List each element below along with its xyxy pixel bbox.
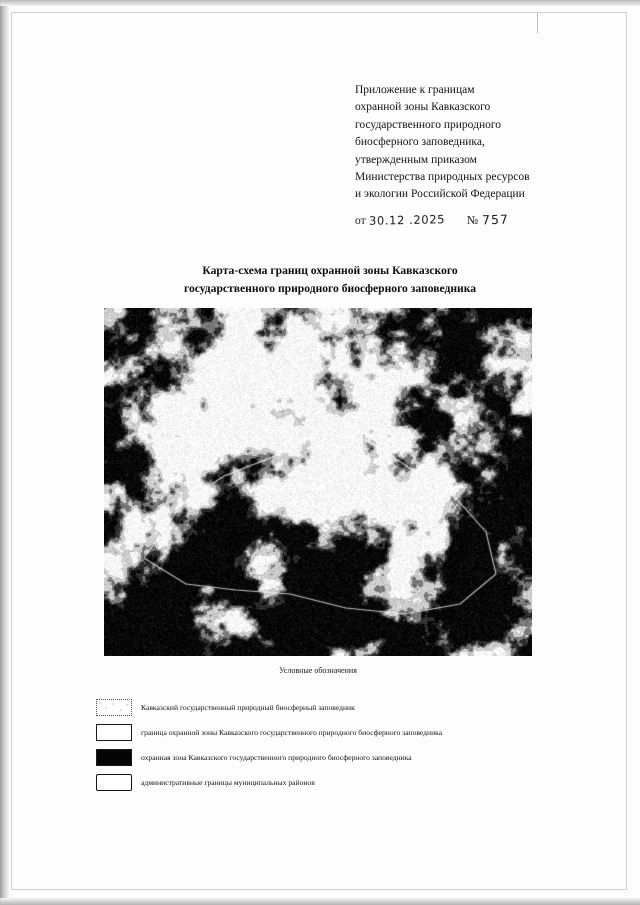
appendix-line-2: охранной зоны Кавказского	[355, 101, 491, 114]
legend-item-admin-boundaries	[96, 771, 576, 793]
legend-title: Условные обозначения	[279, 666, 357, 675]
legend-item-buffer-zone	[96, 746, 576, 768]
appendix-line-7: и экологии Российской Федерации	[355, 188, 525, 201]
map-raster-canvas	[104, 308, 532, 656]
date-label: от	[355, 215, 366, 227]
map-title-line-2: государственного природного биосферного заповедника	[183, 282, 477, 295]
number-label: №	[466, 213, 479, 227]
appendix-line-1: Приложение к границам	[355, 84, 475, 96]
legend-label-buffer-zone: охранная зона Кавказского государственного природного биосферного заповедника	[141, 752, 412, 762]
legend-item-reserve	[96, 696, 576, 718]
appendix-line-4: биосферного заповедника,	[355, 136, 485, 149]
scan-edge-top	[0, 0, 640, 6]
legend-label-buffer-boundary: граница охранной зоны Кавказского государственного природного биосферного заповедника	[141, 727, 443, 737]
appendix-line-6: Министерства природных ресурсов	[355, 171, 530, 184]
date-value-handwritten: 30.12 .2025	[368, 212, 446, 228]
legend-swatch-black-icon	[96, 749, 132, 766]
legend	[96, 696, 576, 796]
legend-item-buffer-boundary	[96, 721, 576, 743]
map-title	[120, 262, 540, 298]
order-date-number-row	[355, 212, 605, 228]
legend-label-reserve: Кавказский государственный природный биосферный заповедник	[141, 702, 355, 712]
appendix-reference-block	[355, 82, 600, 204]
scan-edge-left	[0, 0, 9, 905]
appendix-line-3: государственного природного	[355, 118, 502, 131]
legend-swatch-dotted-icon	[96, 699, 132, 716]
legend-swatch-white-icon	[96, 724, 132, 741]
map-image	[104, 308, 532, 656]
appendix-line-5: утвержденным приказом	[355, 153, 477, 166]
scan-edge-bottom	[0, 898, 640, 905]
legend-label-admin-boundaries: административные границы муниципальных районов	[141, 777, 315, 787]
legend-swatch-outline-icon	[96, 774, 132, 791]
number-value-handwritten: 757	[481, 211, 509, 228]
map-title-line-1: Карта-схема границ охранной зоны Кавказского	[202, 264, 458, 277]
fold-mark	[537, 13, 538, 33]
